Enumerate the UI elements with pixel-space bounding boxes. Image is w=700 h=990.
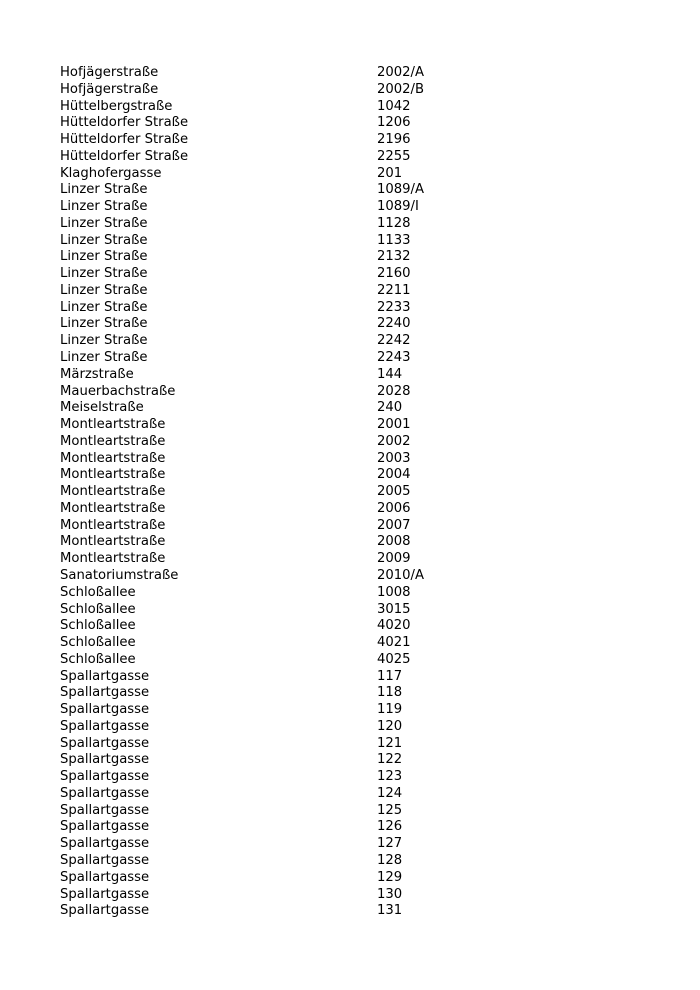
table-row	[60, 149, 497, 166]
house-number: 2160	[377, 266, 411, 282]
house-number: 2196	[377, 132, 411, 148]
house-number: 1133	[377, 232, 411, 248]
house-number: 144	[377, 366, 403, 382]
house-number: 1128	[377, 215, 411, 231]
house-number: 4020	[377, 618, 411, 634]
house-number: 2001	[377, 417, 411, 433]
table-row	[60, 249, 497, 266]
street-name: Schloßallee	[60, 651, 136, 667]
street-name: Spallartgasse	[60, 769, 150, 785]
table-row	[60, 585, 497, 602]
table-row	[60, 903, 497, 920]
table-row	[60, 618, 497, 635]
house-number: 2007	[377, 517, 411, 533]
street-name: Montleartstraße	[60, 500, 166, 516]
house-number: 2002	[377, 433, 411, 449]
table-row	[60, 853, 497, 870]
table-row	[60, 534, 497, 551]
house-number: 127	[377, 836, 403, 852]
street-name: Montleartstraße	[60, 517, 166, 533]
street-name: Spallartgasse	[60, 685, 150, 701]
house-number: 2006	[377, 500, 411, 516]
table-row	[60, 266, 497, 283]
house-number: 123	[377, 769, 403, 785]
street-name: Linzer Straße	[60, 299, 148, 315]
table-row	[60, 685, 497, 702]
table-row	[60, 132, 497, 149]
house-number: 2002/B	[377, 81, 425, 97]
street-name: Hofjägerstraße	[60, 65, 159, 80]
street-name: Spallartgasse	[60, 718, 150, 734]
table-row	[60, 199, 497, 216]
house-number: 2028	[377, 383, 411, 399]
house-number: 125	[377, 802, 403, 818]
table-row	[60, 182, 497, 199]
table-row	[60, 635, 497, 652]
table-row	[60, 769, 497, 786]
street-name: Spallartgasse	[60, 852, 150, 868]
house-number: 122	[377, 752, 403, 768]
house-number: 117	[377, 668, 403, 684]
table-row	[60, 166, 497, 183]
table-row	[60, 216, 497, 233]
house-number: 2003	[377, 450, 411, 466]
house-number: 4025	[377, 651, 411, 667]
house-number: 120	[377, 718, 403, 734]
street-name: Hüttelbergstraße	[60, 98, 173, 114]
house-number: 2242	[377, 333, 411, 349]
street-name: Montleartstraße	[60, 484, 166, 500]
street-name: Schloßallee	[60, 635, 136, 651]
street-name: Hütteldorfer Straße	[60, 132, 189, 148]
street-name: Spallartgasse	[60, 752, 150, 768]
table-row	[60, 417, 497, 434]
street-name: Schloßallee	[60, 601, 136, 617]
street-name: Hütteldorfer Straße	[60, 148, 189, 164]
table-row	[60, 786, 497, 803]
house-number: 131	[377, 903, 403, 919]
table-row	[60, 115, 497, 132]
house-number: 201	[377, 165, 403, 181]
house-number: 2005	[377, 484, 411, 500]
house-number: 2004	[377, 467, 411, 483]
street-name: Spallartgasse	[60, 702, 150, 718]
street-name: Linzer Straße	[60, 182, 148, 198]
house-number: 240	[377, 400, 403, 416]
house-number: 1008	[377, 584, 411, 600]
table-row	[60, 82, 497, 99]
table-row	[60, 400, 497, 417]
street-name: Linzer Straße	[60, 282, 148, 298]
table-row	[60, 467, 497, 484]
table-row	[60, 434, 497, 451]
house-number: 4021	[377, 635, 411, 651]
street-name: Sanatoriumstraße	[60, 567, 179, 583]
table-row	[60, 568, 497, 585]
street-name: Spallartgasse	[60, 869, 150, 885]
street-name: Linzer Straße	[60, 232, 148, 248]
table-row	[60, 518, 497, 535]
table-row	[60, 602, 497, 619]
table-row	[60, 501, 497, 518]
street-name: Spallartgasse	[60, 802, 150, 818]
street-name: Spallartgasse	[60, 819, 150, 835]
street-name: Schloßallee	[60, 584, 136, 600]
street-name: Schloßallee	[60, 618, 136, 634]
street-name: Spallartgasse	[60, 836, 150, 852]
table-row	[60, 652, 497, 669]
table-row	[60, 99, 497, 116]
table-row	[60, 316, 497, 333]
house-number: 2211	[377, 282, 411, 298]
table-row	[60, 367, 497, 384]
house-number: 2009	[377, 551, 411, 567]
street-name: Hofjägerstraße	[60, 81, 159, 97]
table-row	[60, 887, 497, 904]
house-number: 2255	[377, 148, 411, 164]
table-row	[60, 551, 497, 568]
street-name: Linzer Straße	[60, 215, 148, 231]
street-name: Linzer Straße	[60, 350, 148, 366]
table-row	[60, 451, 497, 468]
house-number: 121	[377, 735, 403, 751]
street-name: Montleartstraße	[60, 450, 166, 466]
house-number: 126	[377, 819, 403, 835]
street-name: Klaghofergasse	[60, 165, 162, 181]
street-name: Linzer Straße	[60, 249, 148, 265]
table-row	[60, 283, 497, 300]
house-number: 1089/A	[377, 182, 425, 198]
street-name: Spallartgasse	[60, 785, 150, 801]
table-row	[60, 870, 497, 887]
house-number: 1089/I	[377, 199, 419, 215]
house-number: 2233	[377, 299, 411, 315]
house-number: 128	[377, 852, 403, 868]
house-number: 2132	[377, 249, 411, 265]
house-number: 2240	[377, 316, 411, 332]
table-row	[60, 836, 497, 853]
table-row	[60, 803, 497, 820]
house-number: 2243	[377, 350, 411, 366]
table-row	[60, 702, 497, 719]
street-name: Spallartgasse	[60, 903, 150, 919]
street-name: Linzer Straße	[60, 333, 148, 349]
table-row	[60, 300, 497, 317]
street-name: Spallartgasse	[60, 886, 150, 902]
table-row	[60, 669, 497, 686]
house-number: 1042	[377, 98, 411, 114]
table-row	[60, 65, 497, 82]
street-name: Linzer Straße	[60, 316, 148, 332]
house-number: 124	[377, 785, 403, 801]
table-row	[60, 233, 497, 250]
table-row	[60, 350, 497, 367]
house-number: 2010/A	[377, 567, 425, 583]
table-row	[60, 484, 497, 501]
house-number: 1206	[377, 115, 411, 131]
street-name: Linzer Straße	[60, 266, 148, 282]
table-row	[60, 719, 497, 736]
street-name: Linzer Straße	[60, 199, 148, 215]
street-name: Spallartgasse	[60, 668, 150, 684]
house-number: 3015	[377, 601, 411, 617]
street-name: Hütteldorfer Straße	[60, 115, 189, 131]
house-number: 119	[377, 702, 403, 718]
street-name: Spallartgasse	[60, 735, 150, 751]
street-name: Märzstraße	[60, 366, 134, 382]
table-row	[60, 333, 497, 350]
address-list	[60, 65, 497, 920]
house-number: 130	[377, 886, 403, 902]
street-name: Mauerbachstraße	[60, 383, 176, 399]
street-name: Montleartstraße	[60, 417, 166, 433]
table-row	[60, 736, 497, 753]
street-name: Montleartstraße	[60, 534, 166, 550]
house-number: 2002/A	[377, 65, 425, 80]
street-name: Meiselstraße	[60, 400, 144, 416]
table-row	[60, 752, 497, 769]
house-number: 129	[377, 869, 403, 885]
house-number: 2008	[377, 534, 411, 550]
street-name: Montleartstraße	[60, 467, 166, 483]
house-number: 118	[377, 685, 403, 701]
street-name: Montleartstraße	[60, 433, 166, 449]
street-name: Montleartstraße	[60, 551, 166, 567]
table-row	[60, 819, 497, 836]
table-row	[60, 384, 497, 401]
